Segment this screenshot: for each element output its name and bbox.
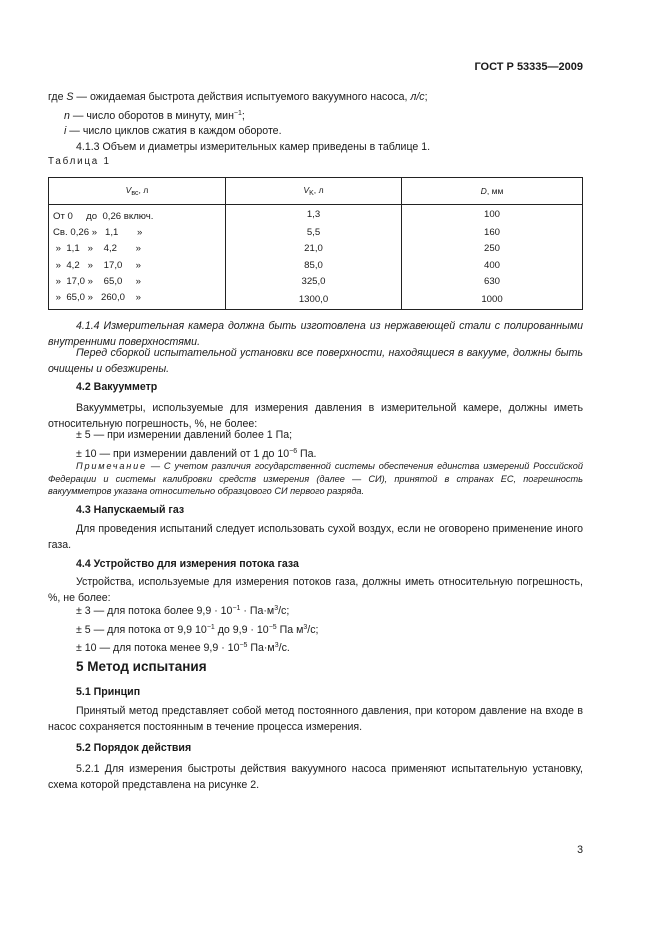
- table-row: [49, 205, 583, 225]
- table-row: [49, 273, 583, 289]
- flow-item-2: [76, 620, 583, 639]
- flow-3-a: ± 10 — для потока менее 9,9 · 10: [76, 642, 240, 654]
- def-i-var: i: [64, 125, 67, 137]
- def-n-end: ;: [241, 109, 245, 122]
- table-row: [49, 241, 583, 257]
- cell-vk: 21,0: [226, 241, 402, 257]
- flow-3-c: /с.: [278, 642, 290, 654]
- section-5-1-text: Принятый метод представляет собой метод постоянного давления, при котором давление на входе в насос сохраняется постоянным в течение процесса измерения.: [48, 705, 583, 733]
- flow-1-e1: −1: [232, 605, 241, 612]
- header-d: [402, 178, 583, 205]
- def-s-unit: л/с: [410, 91, 425, 103]
- page-number: 3: [577, 844, 583, 856]
- flow-item-1: [76, 601, 583, 620]
- h1-var: V: [125, 185, 132, 195]
- def-s-end: ;: [424, 91, 428, 103]
- table-1: [48, 177, 583, 310]
- section-4-2-text: Вакуумметры, используемые для измерения давления в измерительной камере, должны иметь относительную погрешность, %, не более:: [48, 402, 583, 430]
- flow-3-e1: −5: [239, 642, 248, 649]
- definition-s: [48, 90, 583, 106]
- table-caption: Таблица 1: [48, 156, 111, 167]
- flow-2-e2: −5: [268, 623, 277, 631]
- h1-sub: вс: [131, 190, 139, 197]
- def-s-var: S: [66, 91, 74, 103]
- section-4-4-text: Устройства, используемые для измерения потоков газа, должны иметь относительную погрешность, %, не более:: [48, 576, 583, 604]
- flow-item-3: [76, 638, 583, 657]
- vacuum-item-1: ± 5 — при измерении давлений более 1 Па;: [76, 429, 293, 441]
- section-5-title: 5 Метод испытания: [76, 659, 207, 674]
- section-4-4-items: [48, 601, 583, 657]
- vacuum-item-2-pre: ± 10 — при измерении давлений от 1 до 10: [76, 447, 290, 460]
- h3-unit: , мм: [486, 186, 504, 196]
- definition-n: [48, 106, 583, 125]
- section-4-3-text: Для проведения испытаний следует использовать сухой воздух, если не оговорено применение иного газа.: [48, 523, 583, 551]
- cell-d: 1000: [402, 289, 583, 309]
- cell-vk: 85,0: [226, 257, 402, 273]
- def-i-text: — число циклов сжатия в каждом обороте.: [66, 125, 282, 137]
- flow-2-e3: 3: [303, 623, 308, 631]
- def-n-text: — число оборотов в минуту, мин: [69, 109, 234, 122]
- flow-1-b: · Па·м: [240, 605, 275, 617]
- flow-1-e2: 3: [274, 605, 279, 612]
- h2-var: V: [303, 185, 310, 195]
- cell-vk: 5,5: [226, 224, 402, 240]
- cell-range: » 4,2 » 17,0 »: [49, 257, 226, 273]
- vacuum-item-2-exp: −6: [289, 447, 298, 455]
- para-4-1-4-b: Перед сборкой испытательной установки все поверхности, находящиеся в вакууме, должны быть очищены и обезжирены.: [48, 347, 583, 375]
- cell-d: 630: [402, 273, 583, 289]
- h1-unit: , л: [138, 185, 149, 195]
- cell-d: 400: [402, 257, 583, 273]
- para-4-1-3: 4.1.3 Объем и диаметры измерительных камер приведены в таблице 1.: [76, 140, 431, 153]
- section-5-1-title: 5.1 Принцип: [76, 686, 141, 698]
- cell-range: » 17,0 » 65,0 »: [49, 273, 226, 289]
- table-row: [49, 257, 583, 273]
- para-4-1-4: 4.1.4 Измерительная камера должна быть изготовлена из нержавеющей стали с полированными внутренними поверхностями.: [48, 320, 583, 348]
- flow-3-b: Па·м: [247, 642, 275, 654]
- note-text: — С учетом различия государственной системы обеспечения единства измерений Российской Федерации и системы калибровки средств измерения (далее — СИ), принятой в странах ЕС, погрешность вакуумметров указана относительно образцового СИ первого разряда.: [48, 461, 583, 497]
- vacuum-item-2-post: Па.: [297, 447, 317, 460]
- cell-range: Св. 0,26 » 1,1 »: [49, 224, 226, 240]
- cell-d: 100: [402, 205, 583, 225]
- flow-3-e2: 3: [274, 642, 279, 649]
- definitions-block: [48, 90, 583, 155]
- header-vk: [226, 178, 402, 205]
- definition-i: [48, 124, 583, 140]
- def-s-pre: где: [48, 91, 67, 103]
- cell-range: » 1,1 » 4,2 »: [49, 241, 226, 257]
- section-4-2-items: [48, 428, 583, 462]
- flow-2-d: /с;: [307, 623, 319, 636]
- para-5-2-1: 5.2.1 Для измерения быстроты действия вакуумного насоса применяют испытательную установку, схема которой представлена на рисунке 2.: [48, 763, 583, 791]
- flow-2-e1: −1: [206, 623, 215, 631]
- document-code-header: ГОСТ Р 53335—2009: [474, 61, 583, 73]
- section-5-2-title: 5.2 Порядок действия: [76, 742, 192, 754]
- def-s-text: — ожидаемая быстрота действия испытуемого вакуумного насоса,: [73, 91, 411, 103]
- table-header-row: [49, 178, 583, 205]
- cell-d: 250: [402, 241, 583, 257]
- flow-2-c: Па м: [276, 623, 304, 636]
- cell-d: 160: [402, 224, 583, 240]
- flow-1-c: /с;: [278, 605, 290, 617]
- cell-vk: 1,3: [226, 205, 402, 225]
- cell-range: » 65,0 » 260,0 »: [49, 289, 226, 309]
- cell-vk: 325,0: [226, 273, 402, 289]
- flow-2-b: до 9,9 · 10: [214, 623, 269, 636]
- table-row: [49, 289, 583, 309]
- section-4-3-title: 4.3 Напускаемый газ: [76, 504, 185, 516]
- h2-sub: K: [309, 190, 314, 197]
- h3-var: D: [480, 186, 487, 196]
- section-4-2-note: [48, 460, 583, 498]
- flow-1-a: ± 3 — для потока более 9,9 · 10: [76, 605, 233, 617]
- cell-vk: 1300,0: [226, 289, 402, 309]
- cell-range: От 0 до 0,26 включ.: [49, 205, 226, 225]
- def-n-exp: −1: [233, 109, 242, 117]
- header-vvs: [49, 178, 226, 205]
- h2-unit: , л: [313, 185, 324, 195]
- section-4-4-title: 4.4 Устройство для измерения потока газа: [76, 558, 299, 570]
- note-label: Примечание: [76, 461, 147, 471]
- section-4-2-title: 4.2 Вакуумметр: [76, 381, 158, 393]
- flow-2-a: ± 5 — для потока от 9,9 10: [76, 623, 207, 636]
- table-row: [49, 224, 583, 240]
- def-n-var: n: [64, 109, 70, 122]
